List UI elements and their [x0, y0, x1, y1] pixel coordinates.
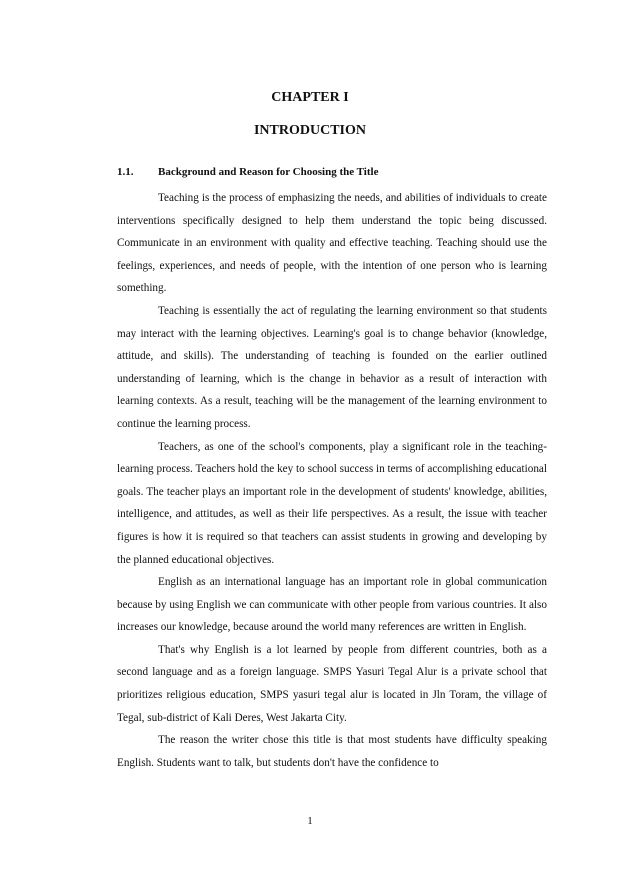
- paragraph-2: Teaching is essentially the act of regulating the learning environment so that students may interact with the learning objectives. Learning's goal is to change behavior (knowledge, attitude, and skills). The understanding of teaching is founded on the earlier outlined understanding of learning, which is the change in behavior as a result of interaction with learning contexts. As a result, teaching will be the management of the learning environment to continue the learning process.: [117, 304, 547, 430]
- paragraph-1: Teaching is the process of emphasizing the needs, and abilities of individuals to create interventions specifically designed to help them understand the topic being discussed. Communicate in an environment with quality and effective teaching. Teaching should use the feelings, experiences, and needs of people, with the intention of one person who is learning something.: [117, 192, 547, 295]
- body-text: [117, 187, 547, 774]
- paragraph-5: That's why English is a lot learned by people from different countries, both as a second language and as a foreign language. SMPS Yasuri Tegal Alur is a private school that prioritizes religious education, SMPS yasuri tegal alur is located in Jln Toram, the village of Tegal, sub-district of Kali Deres, West Jakarta City.: [117, 643, 547, 724]
- chapter-heading: CHAPTER I: [271, 90, 349, 105]
- chapter-title: INTRODUCTION: [253, 123, 366, 138]
- paragraph-3: Teachers, as one of the school's components, play a significant role in the teaching-learning process. Teachers hold the key to school success in terms of accomplishing educational goals. The teacher plays an important role in the development of students' knowledge, abilities, intelligence, and attitudes, as well as their life perspectives. As a result, the issue with teacher figures is how it is required so that teachers can assist students in growing and developing by the planned educational objectives.: [117, 440, 547, 566]
- paragraph-4: English as an international language has an important role in global communication because by using English we can communicate with other people from various countries. It also increases our knowledge, because around the world many references are written in English.: [117, 576, 547, 634]
- section-heading: [117, 165, 547, 179]
- page-number: 1: [307, 815, 313, 827]
- section-title: Background and Reason for Choosing the Title: [158, 166, 379, 178]
- paragraph-6: The reason the writer chose this title is that most students have difficulty speaking English. Students want to talk, but students don't have the confidence to: [117, 734, 547, 769]
- section-number: 1.1.: [117, 166, 134, 178]
